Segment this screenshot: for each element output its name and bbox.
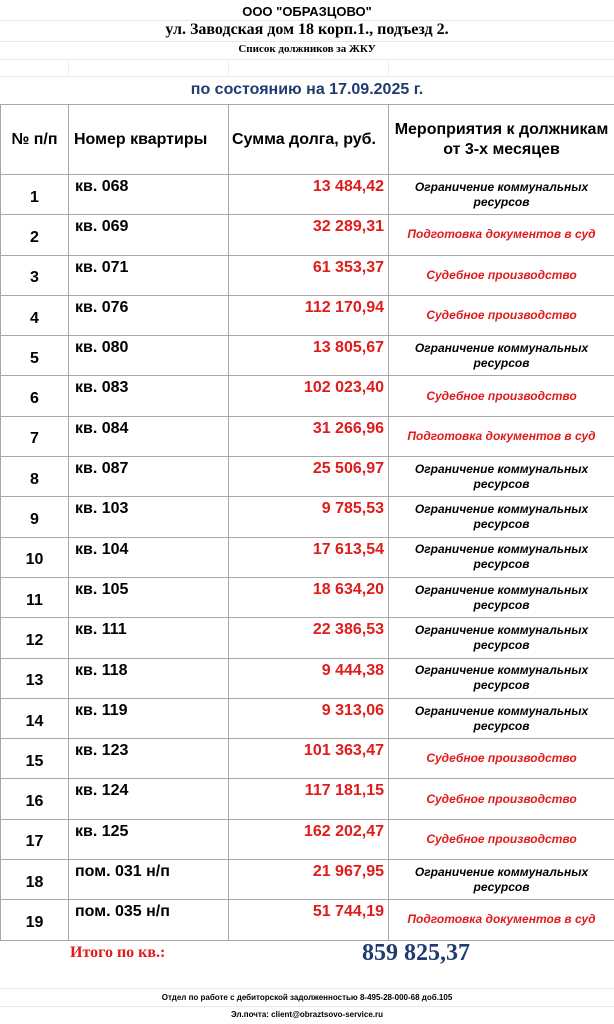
debt-amount: 162 202,47 [229, 819, 389, 859]
table-row [1, 497, 614, 537]
row-number: 8 [1, 457, 69, 497]
debtor-action: Судебное производство [389, 779, 614, 819]
table-row [1, 295, 614, 335]
debtor-action: Ограничение коммунальных ресурсов [389, 537, 614, 577]
table-row [1, 739, 614, 779]
apartment-number: кв. 071 [69, 255, 229, 295]
grid-line [0, 1006, 614, 1007]
grid-line [388, 59, 389, 77]
debt-amount: 31 266,96 [229, 416, 389, 456]
table-row [1, 577, 614, 617]
address: ул. Заводская дом 18 корп.1., подъезд 2. [165, 21, 449, 38]
row-number: 6 [1, 376, 69, 416]
grid-line [0, 59, 614, 60]
as-of-date: по состоянию на 17.09.2025 г. [190, 81, 424, 98]
debtor-action: Ограничение коммунальных ресурсов [389, 457, 614, 497]
apartment-number: кв. 124 [69, 779, 229, 819]
table-header-row [1, 105, 614, 175]
total-value: 859 825,37 [362, 940, 470, 966]
row-number: 7 [1, 416, 69, 456]
debtor-action: Судебное производство [389, 295, 614, 335]
table-row [1, 860, 614, 900]
table-row [1, 779, 614, 819]
debt-amount: 22 386,53 [229, 618, 389, 658]
debt-amount: 112 170,94 [229, 295, 389, 335]
debt-amount: 61 353,37 [229, 255, 389, 295]
table-body [1, 175, 614, 941]
grid-line [0, 41, 614, 42]
row-number: 17 [1, 819, 69, 859]
row-number: 9 [1, 497, 69, 537]
apartment-number: кв. 118 [69, 658, 229, 698]
row-number: 16 [1, 779, 69, 819]
debt-amount: 13 805,67 [229, 336, 389, 376]
footer-department: Отдел по работе с дебиторской задолженностью 8-495-28-000-68 доб.105 [161, 993, 453, 1002]
debtor-action: Ограничение коммунальных ресурсов [389, 860, 614, 900]
col-header-num: № п/п [1, 105, 69, 175]
row-number: 5 [1, 336, 69, 376]
subtitle: Список должников за ЖКУ [238, 43, 376, 55]
debtor-action: Ограничение коммунальных ресурсов [389, 577, 614, 617]
debtors-table [0, 104, 614, 941]
debt-amount: 9 785,53 [229, 497, 389, 537]
table-row [1, 537, 614, 577]
debtor-action: Ограничение коммунальных ресурсов [389, 175, 614, 215]
table-row [1, 416, 614, 456]
debt-amount: 17 613,54 [229, 537, 389, 577]
footer-email: Эл.почта: client@obraztsovo-service.ru [230, 1010, 384, 1019]
org-name: ООО "ОБРАЗЦОВО" [242, 4, 372, 19]
row-number: 15 [1, 739, 69, 779]
apartment-number: пом. 031 н/п [69, 860, 229, 900]
apartment-number: кв. 069 [69, 215, 229, 255]
debtor-action: Подготовка документов в суд [389, 215, 614, 255]
apartment-number: кв. 119 [69, 698, 229, 738]
debtor-action: Подготовка документов в суд [389, 416, 614, 456]
debtor-action: Ограничение коммунальных ресурсов [389, 618, 614, 658]
debtor-action: Судебное производство [389, 255, 614, 295]
debt-amount: 25 506,97 [229, 457, 389, 497]
row-number: 3 [1, 255, 69, 295]
apartment-number: кв. 123 [69, 739, 229, 779]
table-row [1, 819, 614, 859]
row-number: 1 [1, 175, 69, 215]
table-row [1, 215, 614, 255]
table-row [1, 457, 614, 497]
total-label: Итого по кв.: [70, 944, 166, 961]
table-row [1, 618, 614, 658]
debtor-action: Подготовка документов в суд [389, 900, 614, 940]
debt-amount: 21 967,95 [229, 860, 389, 900]
debtor-action: Ограничение коммунальных ресурсов [389, 336, 614, 376]
apartment-number: кв. 125 [69, 819, 229, 859]
table-row [1, 336, 614, 376]
row-number: 14 [1, 698, 69, 738]
debt-amount: 18 634,20 [229, 577, 389, 617]
debt-amount: 9 444,38 [229, 658, 389, 698]
apartment-number: кв. 076 [69, 295, 229, 335]
apartment-number: кв. 111 [69, 618, 229, 658]
debt-amount: 102 023,40 [229, 376, 389, 416]
col-header-action: Мероприятия к должникам от 3-х месяцев [389, 105, 614, 175]
col-header-amount: Сумма долга, руб. [229, 105, 389, 175]
debtor-action: Судебное производство [389, 739, 614, 779]
debt-amount: 32 289,31 [229, 215, 389, 255]
row-number: 12 [1, 618, 69, 658]
apartment-number: кв. 087 [69, 457, 229, 497]
table-row [1, 900, 614, 940]
debt-amount: 9 313,06 [229, 698, 389, 738]
apartment-number: кв. 105 [69, 577, 229, 617]
row-number: 4 [1, 295, 69, 335]
grid-line [0, 988, 614, 989]
debt-amount: 51 744,19 [229, 900, 389, 940]
apartment-number: кв. 084 [69, 416, 229, 456]
apartment-number: пом. 035 н/п [69, 900, 229, 940]
table-row [1, 376, 614, 416]
debtor-action: Ограничение коммунальных ресурсов [389, 497, 614, 537]
apartment-number: кв. 083 [69, 376, 229, 416]
apartment-number: кв. 104 [69, 537, 229, 577]
row-number: 11 [1, 577, 69, 617]
grid-line [68, 59, 69, 77]
debt-amount: 13 484,42 [229, 175, 389, 215]
debt-amount: 117 181,15 [229, 779, 389, 819]
debtor-action: Судебное производство [389, 819, 614, 859]
row-number: 2 [1, 215, 69, 255]
debt-amount: 101 363,47 [229, 739, 389, 779]
row-number: 19 [1, 900, 69, 940]
debtor-action: Ограничение коммунальных ресурсов [389, 658, 614, 698]
apartment-number: кв. 080 [69, 336, 229, 376]
debtor-action: Ограничение коммунальных ресурсов [389, 698, 614, 738]
grid-line [0, 76, 614, 77]
table-row [1, 698, 614, 738]
table-row [1, 658, 614, 698]
table-row [1, 255, 614, 295]
apartment-number: кв. 068 [69, 175, 229, 215]
table-row [1, 175, 614, 215]
row-number: 13 [1, 658, 69, 698]
apartment-number: кв. 103 [69, 497, 229, 537]
row-number: 10 [1, 537, 69, 577]
col-header-apartment: Номер квартиры [69, 105, 229, 175]
debtor-action: Судебное производство [389, 376, 614, 416]
row-number: 18 [1, 860, 69, 900]
grid-line [228, 59, 229, 77]
